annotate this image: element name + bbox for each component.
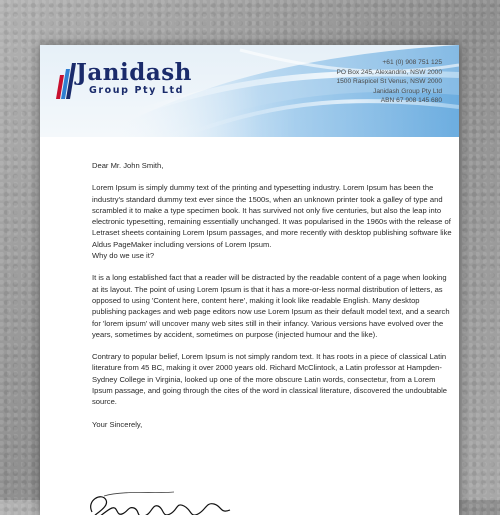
company-subtitle: Group Pty Ltd [89, 85, 185, 96]
contact-abn: ABN 67 908 145 680 [380, 97, 442, 104]
paragraph-3: Contrary to popular belief, Lorem Ipsum is not simply random text. It has roots in a piece of classical Latin literature from 45 BC, making it over 2000 years old. Richard McClintock, a Latin professor at Hampden-Sydney College in Virginia, looked up one of the more obscure Latin words, consectetur, from a Lorem Ipsum passage, and going through the cites of the word in classical literature, discovered the undoubtable source. [92, 352, 448, 407]
paragraph-1 [92, 182, 452, 250]
company-name: Janidash [76, 59, 192, 86]
handwritten-signature [84, 490, 234, 515]
company-logo-icon [54, 63, 76, 99]
paragraph-1-text: Lorem Ipsum is simply dummy text of the printing and typesetting industry. Lorem Ipsum has been the industry's standard dummy text ever since the 1500s, when an unknown printer took a galley of type and scrambled it to make a type specimen book. It has survived not only five centuries, but also the leap into electronic typesetting, remaining essentially unchanged. It was popularised in the 1960s with the release of Letraset sheets containing Lorem Ipsum passages, and more recently with desktop publishing software like Aldus PageMaker including versions of Lorem Ipsum. [92, 183, 452, 249]
contact-block [336, 58, 442, 106]
contact-company: Janidash Group Pty Ltd [373, 87, 442, 95]
contact-po-box: PO Box 245, Alexandrio, NSW 2000 [336, 68, 442, 76]
letter-sheet [40, 45, 459, 515]
letter-body [92, 160, 452, 441]
salutation: Dear Mr. John Smith, [92, 161, 164, 170]
contact-street: 1500 Raspicel St Venus, NSW 2000 [336, 78, 442, 85]
letterhead [40, 45, 459, 137]
contact-phone: +61 (0) 908 751 125 [382, 59, 442, 66]
closing: Your Sincerely, [92, 419, 143, 429]
paragraph-2: It is a long established fact that a reader will be distracted by the readable content of a page when looking at its layout. The point of using Lorem Ipsum is that it has a more-or-less normal distribution of letters, as opposed to using 'Content here, content here', making it look like readable English. Many desktop publishing packages and web page editors now use Lorem Ipsum as their default model text, and a search for 'lorem ipsum' will uncover many web sites still in their infancy. Various versions have evolved over the years, sometimes by accident, sometimes on purpose (injected humour and the like). [92, 273, 450, 339]
question-line: Why do we use it? [92, 251, 155, 261]
